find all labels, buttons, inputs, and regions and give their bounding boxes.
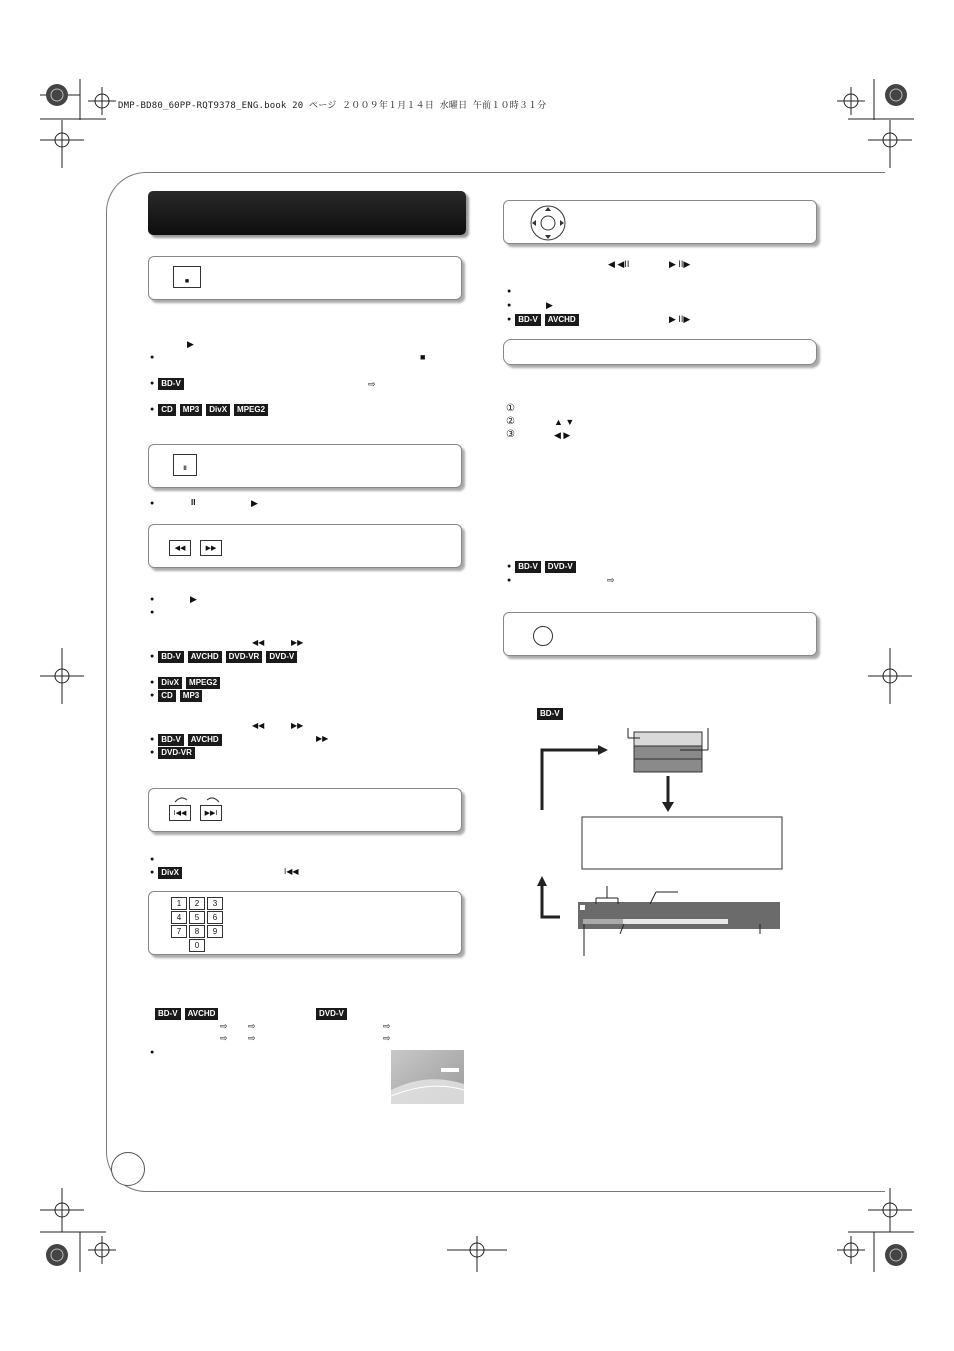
play-icon-inline: ▶ [546, 300, 553, 310]
skip-forward-key [200, 805, 222, 821]
rewind-icon-inline: ◀◀ [252, 721, 265, 730]
avchd-tag: AVCHD [185, 1008, 219, 1020]
num-key-1 [171, 897, 187, 910]
mpeg2-tag: MPEG2 [234, 404, 268, 416]
bullet: ● [507, 316, 512, 323]
status-display-diagram [520, 722, 800, 962]
pause-icon-inline: II [191, 498, 196, 507]
num-key-0 [189, 939, 205, 952]
num-key-label: 9 [212, 926, 218, 936]
pause-key [173, 454, 197, 476]
bullet: ● [150, 1049, 155, 1056]
num-key-8 [189, 925, 205, 938]
page-number-circle [111, 1152, 145, 1186]
num-key-label: 2 [194, 898, 200, 908]
bullet: ● [507, 577, 512, 584]
search-section-box [148, 524, 462, 568]
cd-mp3-tags-row [150, 690, 202, 702]
pause-icon: II [183, 465, 187, 472]
audio-tags-row [150, 404, 268, 416]
fast-forward-icon-inline: ▶▶ [291, 638, 304, 647]
num-key-label: 6 [212, 912, 218, 922]
bullet: ● [150, 736, 155, 743]
bullet: ● [150, 354, 155, 361]
rewind-key [169, 540, 191, 556]
bullet: ● [150, 856, 155, 863]
up-down-icons: ▲ ▼ [554, 417, 575, 427]
dvdvr-tag: DVD-VR [158, 747, 195, 759]
avchd-tag: AVCHD [545, 314, 579, 326]
num-key-label: 4 [176, 912, 182, 922]
number-keys-box [148, 891, 462, 955]
bdv-dvdv-tags-row [507, 561, 576, 573]
divx-tag: DivX [158, 867, 182, 879]
play-icon-inline: ▶ [251, 498, 258, 508]
bdv-avchd-tags-row-3 [507, 314, 579, 326]
fast-forward-icon-inline: ▶▶ [291, 721, 304, 730]
num-key-9 [207, 925, 223, 938]
bdv-tag: BD-V [155, 1008, 181, 1020]
bullet: ● [150, 406, 155, 413]
rewind-icon-inline: ◀◀ [252, 638, 265, 647]
bdv-tag: BD-V [515, 561, 541, 573]
bullet: ● [507, 302, 512, 309]
num-key-6 [207, 911, 223, 924]
skip-forward-icon: ▶▶I [204, 809, 218, 817]
skip-back-icon: I◀◀ [173, 809, 187, 817]
num-key-3 [207, 897, 223, 910]
bdv-avchd-tags-row-2 [155, 1008, 218, 1020]
num-key-label: 5 [194, 912, 200, 922]
num-key-2 [189, 897, 205, 910]
dvdvr-tag-row [150, 747, 195, 759]
bdv-tag-row-1 [150, 378, 184, 390]
reference-arrow: ⇨ [383, 1021, 391, 1031]
dvdv-tag: DVD-V [316, 1008, 347, 1020]
num-key-5 [189, 911, 205, 924]
bdv-tag: BD-V [158, 378, 184, 390]
avchd-tag: AVCHD [188, 734, 222, 746]
file-header-line: DMP-BD80_60PP-RQT9378_ENG.book 20 ページ ２００９年１月１４日 水曜日 午前１０時３１分 [118, 101, 547, 111]
reference-arrow: ⇨ [368, 379, 376, 389]
reference-arrow: ⇨ [220, 1033, 228, 1043]
slow-back-icon: ◀ ◀II [608, 259, 630, 269]
stop-icon: ■ [184, 277, 190, 285]
bullet: ● [150, 609, 155, 616]
bdv-avchd-tags-row [150, 734, 222, 746]
mpeg2-tag: MPEG2 [186, 677, 220, 689]
pause-section-box [148, 444, 462, 488]
stop-icon-inline: ■ [420, 352, 426, 362]
video-tags-row-1 [150, 651, 297, 663]
divx-mpeg2-tags-row [150, 677, 220, 689]
divx-tag: DivX [206, 404, 230, 416]
bar-section-box [503, 339, 817, 365]
reference-arrow: ⇨ [248, 1021, 256, 1031]
bullet: ● [507, 288, 512, 295]
mp3-tag: MP3 [180, 404, 202, 416]
bullet: ● [150, 679, 155, 686]
bullet: ● [150, 380, 155, 387]
step-1-marker: ① [506, 403, 515, 414]
stop-section-box [148, 256, 462, 300]
reference-arrow: ⇨ [383, 1033, 391, 1043]
num-key-label: 0 [194, 940, 200, 950]
reference-arrow: ⇨ [248, 1033, 256, 1043]
divx-tag-row [150, 867, 182, 879]
status-section-box [503, 612, 817, 656]
dvdv-tag: DVD-V [545, 561, 576, 573]
step-3-marker: ③ [506, 429, 515, 440]
num-key-label: 7 [176, 926, 182, 936]
mp3-tag: MP3 [180, 690, 202, 702]
bdv-tag: BD-V [515, 314, 541, 326]
num-key-4 [171, 911, 187, 924]
cursor-pad-icon [528, 203, 568, 243]
bullet: ● [507, 563, 512, 570]
play-icon-inline: ▶ [190, 594, 197, 604]
num-key-label: 8 [194, 926, 200, 936]
bullet: ● [150, 596, 155, 603]
cursor-pad-section-box [503, 200, 817, 244]
bullet: ● [150, 500, 155, 507]
play-icon: ▶ [187, 339, 194, 349]
left-right-icons: ◀ ▶ [554, 430, 571, 440]
num-key-7 [171, 925, 187, 938]
avchd-tag: AVCHD [188, 651, 222, 663]
fast-forward-icon: ▶▶ [205, 544, 217, 552]
bdv-tag: BD-V [158, 651, 184, 663]
bullet: ● [150, 653, 155, 660]
section-title-bar [148, 191, 466, 235]
status-button-icon [533, 626, 553, 646]
num-key-label: 3 [212, 898, 218, 908]
stop-key [173, 266, 201, 288]
skip-back-icon-inline: I◀◀ [284, 867, 299, 876]
rewind-icon: ◀◀ [174, 544, 186, 552]
bullet: ● [150, 749, 155, 756]
bullet: ● [150, 869, 155, 876]
skip-arc-marks [171, 794, 231, 804]
slow-forward-icon: ▶ II▶ [669, 259, 691, 269]
divx-tag: DivX [158, 677, 182, 689]
slow-forward-icon-inline: ▶ II▶ [669, 314, 691, 324]
dvdv-tag: DVD-V [266, 651, 297, 663]
blu-ray-disc-logo [391, 1050, 464, 1104]
step-2-marker: ② [506, 416, 515, 427]
reference-arrow: ⇨ [220, 1021, 228, 1031]
dvdvr-tag: DVD-VR [226, 651, 263, 663]
bdv-tag: BD-V [158, 734, 184, 746]
bdv-tag: BD-V [537, 708, 563, 720]
bullet: ● [150, 692, 155, 699]
skip-back-key [169, 805, 191, 821]
cd-tag: CD [158, 404, 176, 416]
num-key-label: 1 [176, 898, 182, 908]
reference-arrow: ⇨ [607, 575, 615, 585]
fast-forward-key [200, 540, 222, 556]
cd-tag: CD [158, 690, 176, 702]
fast-forward-icon-inline: ▶▶ [316, 734, 329, 743]
skip-section-box [148, 788, 462, 832]
